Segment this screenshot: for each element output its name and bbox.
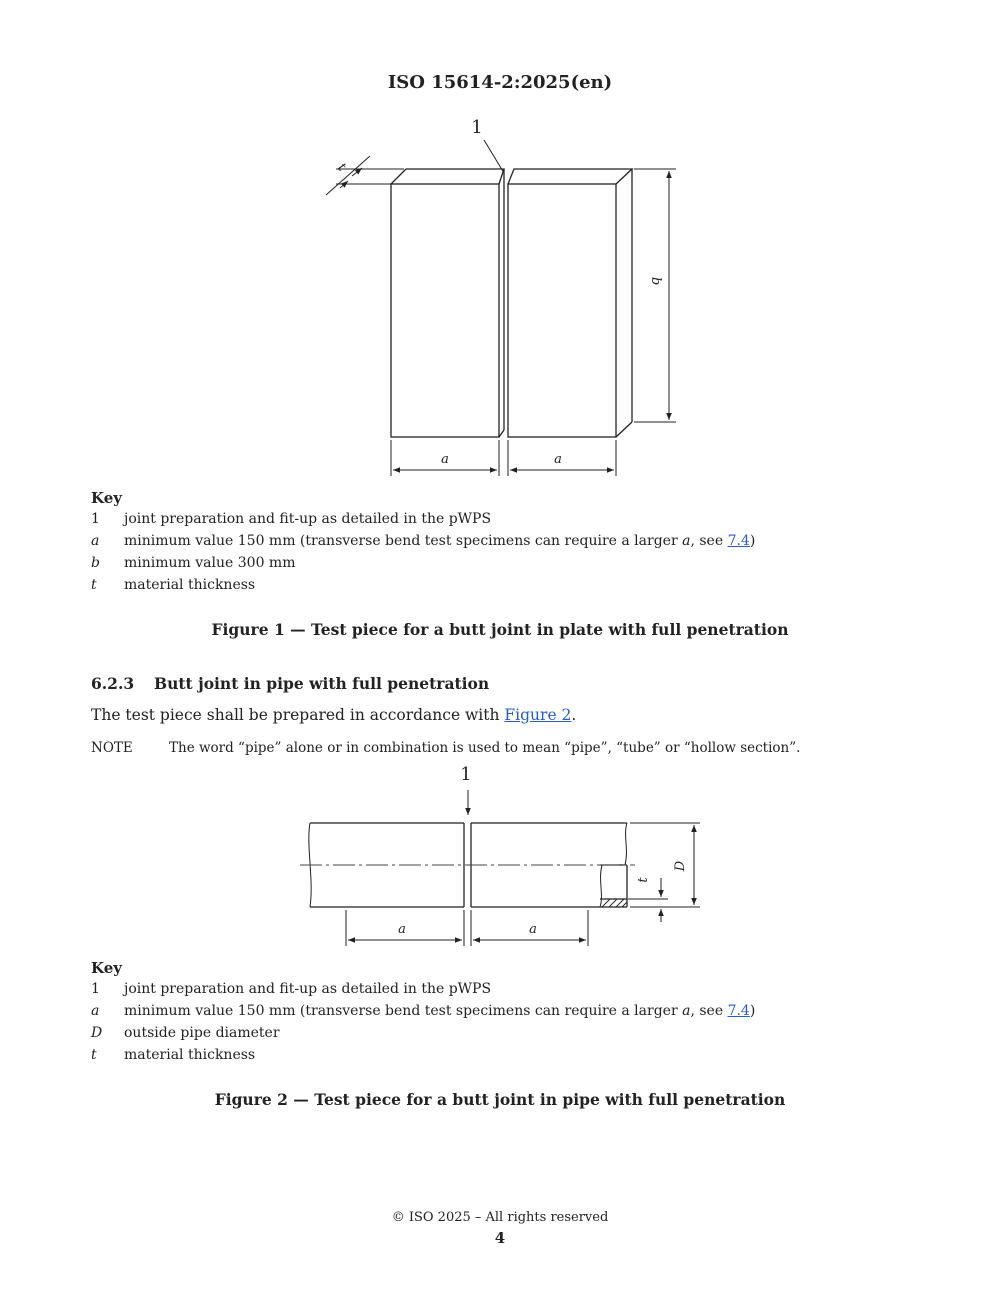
clause-title: Butt joint in pipe with full penetration: [154, 674, 490, 693]
key-description: material thickness: [124, 1047, 256, 1063]
figure-1-plates: [391, 169, 632, 437]
clause-7-4-link[interactable]: 7.4: [727, 1003, 750, 1019]
figure-2-label-t: t: [636, 877, 651, 883]
right-plate-front: [508, 184, 616, 437]
key-description: joint preparation and fit-up as detailed in the pWPS: [124, 511, 492, 527]
figure-2-label-D: D: [673, 860, 688, 872]
key-symbol: 1: [91, 511, 100, 527]
key-symbol: a: [91, 533, 100, 549]
dim-t-line: [326, 156, 370, 195]
figure-2-label-a-left: a: [398, 922, 406, 937]
key-description: minimum value 150 mm (transverse bend test specimens can require a larger a, see 7.4): [124, 533, 756, 549]
figure-1-callout: 1: [471, 117, 483, 138]
key-symbol: 1: [91, 981, 100, 997]
clause-body: The test piece shall be prepared in accordance with Figure 2.: [91, 706, 577, 724]
figure-1-label-b: b: [648, 276, 663, 286]
figure-2-callout: 1: [460, 764, 472, 785]
key-description: material thickness: [124, 577, 256, 593]
clause-7-4-link[interactable]: 7.4: [727, 533, 750, 549]
page-number: 4: [494, 1229, 506, 1247]
note-text: The word “pipe” alone or in combination is used to mean “pipe”, “tube” or “hollow section”.: [169, 740, 801, 756]
key-description: outside pipe diameter: [124, 1025, 280, 1041]
note-label: NOTE: [91, 740, 133, 756]
figure-2-key-heading: Key: [91, 959, 122, 977]
key-description: minimum value 300 mm: [124, 555, 296, 571]
figure-2-link[interactable]: Figure 2: [504, 706, 572, 724]
clause-number: 6.2.3: [91, 674, 135, 693]
copyright-notice: © ISO 2025 – All rights reserved: [391, 1210, 609, 1225]
key-symbol: t: [91, 1047, 97, 1063]
left-plate-front: [391, 184, 499, 437]
figure-2-label-a-right: a: [529, 922, 537, 937]
key-symbol: b: [91, 555, 100, 571]
key-description: joint preparation and fit-up as detailed in the pWPS: [124, 981, 492, 997]
figure-2-caption: Figure 2 — Test piece for a butt joint in pipe with full penetration: [214, 1090, 786, 1109]
figure-1-key-heading: Key: [91, 489, 122, 507]
figure-1-caption: Figure 1 — Test piece for a butt joint in plate with full penetration: [211, 620, 789, 639]
callout-1-leader: [484, 140, 504, 173]
key-description: minimum value 150 mm (transverse bend test specimens can require a larger a, see 7.4): [124, 1003, 756, 1019]
figure-1-label-a-right: a: [554, 452, 562, 467]
document-id: ISO 15614-2:2025(en): [387, 72, 613, 93]
key-symbol: a: [91, 1003, 100, 1019]
key-symbol: t: [91, 577, 97, 593]
key-symbol: D: [91, 1025, 103, 1041]
figure-1-label-a-left: a: [441, 452, 449, 467]
right-plate-top: [508, 169, 632, 184]
left-plate-top: [391, 169, 504, 184]
figure-1-label-t: t: [334, 160, 349, 175]
